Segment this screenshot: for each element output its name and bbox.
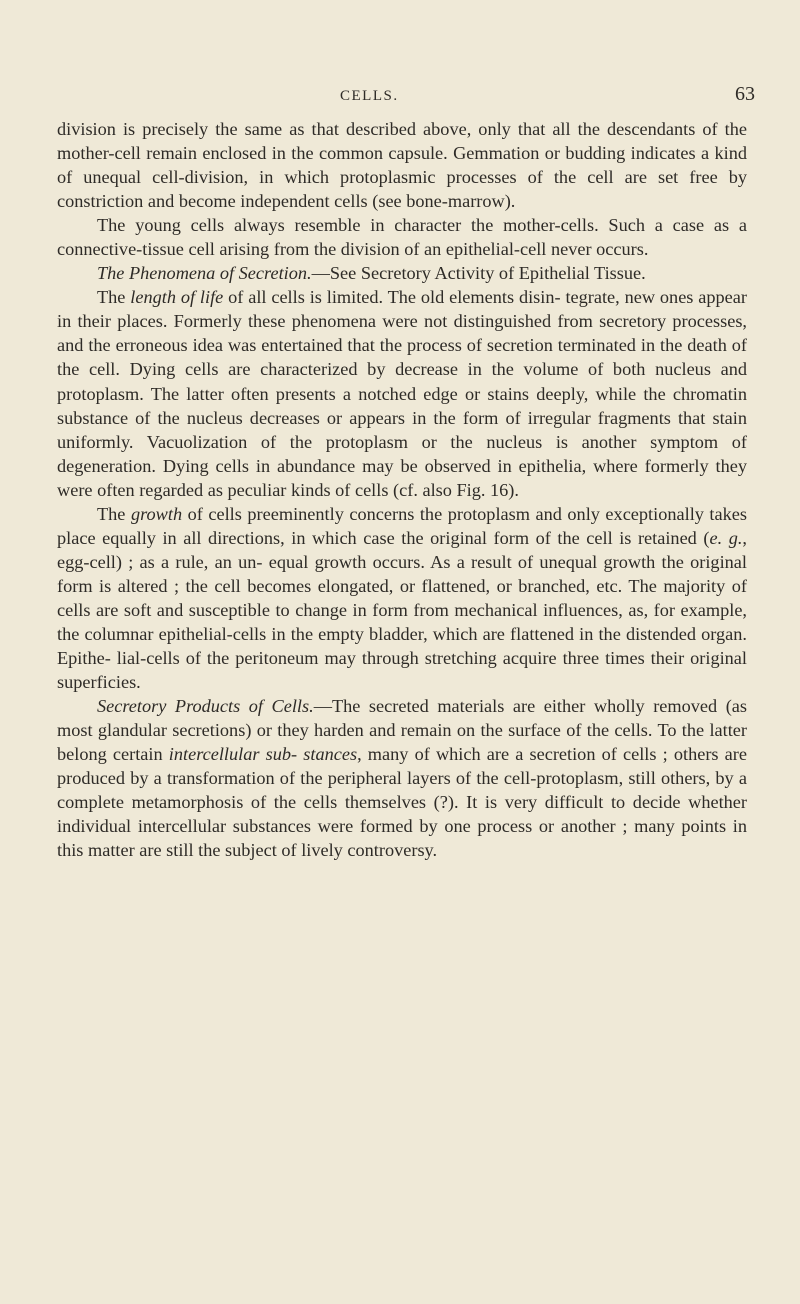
paragraph-text: of cells preeminently concerns the protoplasm and only exceptionally takes place equally in all directions, in which case the original form of the cell is retained ( — [57, 503, 747, 548]
paragraph-phenomena-of-secretion — [57, 261, 747, 285]
paragraph-text: —The secreted materials are either wholly removed (as most glandular secretions) or they harden and remain on the surface of the cells. To the latter belong certain — [57, 696, 748, 765]
italic-term: length of life — [130, 287, 224, 308]
page-number: 63 — [735, 83, 755, 105]
italic-term: intercellular sub- stances — [168, 744, 358, 765]
section-heading-italic: The Phenomena of Secretion. — [97, 263, 312, 284]
paragraph-text: , many of which are a secretion of cells ; others are produced by a transformation of the peripheral layers of the cell-protoplasm, still others, by a complete metamorphosis of the cells themselves (?). It is very difficult to decide whether individual intercellular substances were formed by one process or another ; many points in this matter are still the subject of lively controversy. — [57, 744, 747, 861]
paragraph-text: of all cells is limited. The old elements disin- tegrate, new ones appear in their places. Formerly these phenomena were not distinguished from secretory processes, and the erroneous idea was entertained that the process of secretion terminated in the death of the cell. Dying cells are characterized by decrease in the volume of both nucleus and protoplasm. The latter often presents a notched edge or stains deeply, while the chromatin substance of the nucleus decreases or appears in the form of irregular fragments that stain uniformly. Vacuolization of the protoplasm or the nucleus is another symptom of degeneration. Dying cells in abundance may be observed in epithelia, where formerly they were often regarded as peculiar kinds of cells (cf. also Fig. 16). — [57, 287, 747, 500]
paragraph-length-of-life — [57, 285, 747, 501]
paragraph-growth — [57, 502, 747, 694]
paragraph-lead-in: The — [97, 503, 131, 524]
paragraph-text: , egg-cell) ; as a rule, an un- equal growth occurs. As a result of unequal growth the original form is altered ; the cell becomes elongated, or flattened, or branched, etc. The majority of cells are soft and susceptible to change in form from mechanical influences, as, for example, the columnar epithelial-cells in the empty bladder, which are flattened in the distended organ. Epithe- lial-cells of the peritoneum may through stretching acquire three times their original superficies. — [57, 527, 747, 693]
paragraph-lead-in: The — [97, 287, 131, 308]
running-header — [0, 83, 800, 116]
italic-term: growth — [130, 503, 183, 524]
section-heading-italic: Secretory Products of Cells. — [97, 696, 314, 717]
body-text — [57, 117, 747, 862]
paragraph-young-cells — [57, 213, 747, 261]
paragraph-cell-division-continued — [57, 117, 747, 213]
italic-abbreviation: e. g. — [709, 527, 743, 548]
paragraph-text: division is precisely the same as that described above, only that all the descendants of the mother-cell remain enclosed in the common capsule. Gemmation or budding indicates a kind of unequal cell-division, in which protoplasmic processes of the cell are set free by constriction and become independent cells (see bone-marrow). — [57, 119, 747, 212]
paragraph-secretory-products — [57, 694, 747, 862]
running-title: CELLS. — [340, 88, 399, 104]
paragraph-text: —See Secretory Activity of Epithelial Tissue. — [311, 263, 646, 284]
paragraph-text: The young cells always resemble in character the mother-cells. Such a case as a connective-tissue cell arising from the division of an epithelial-cell never occurs. — [57, 215, 747, 260]
